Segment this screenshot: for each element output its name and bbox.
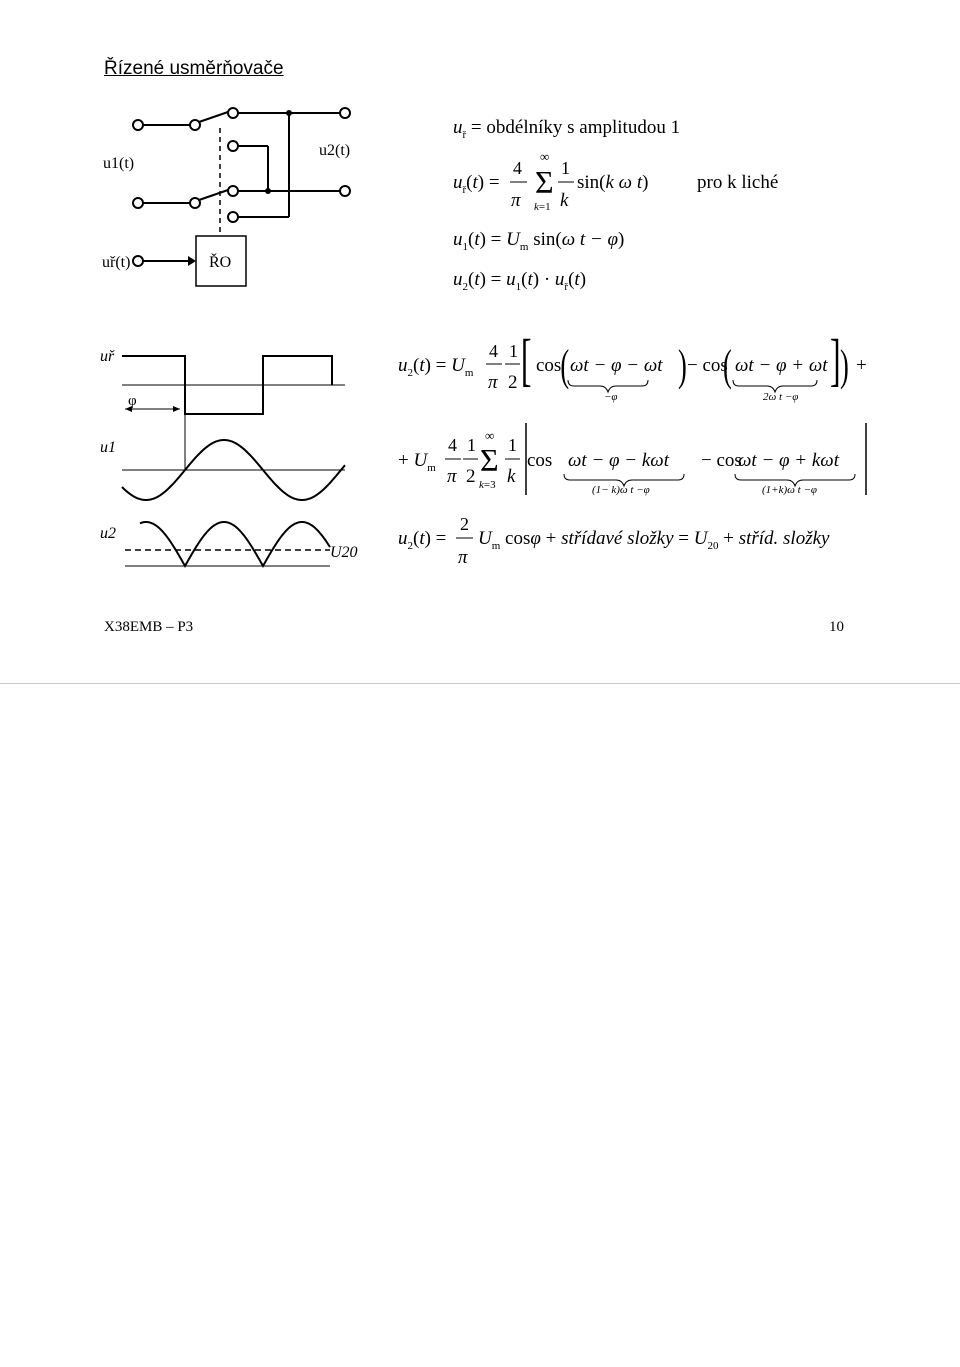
brace-label-2wt-phi: 2ω t −φ bbox=[763, 391, 799, 403]
svg-text:Um cosφ + střídavé složky = U2: $U_m$ cosφ + střídavé složky = $U_{20}$ + stříd. složky bbox=[478, 528, 830, 552]
footer-page-number: 10 bbox=[829, 619, 844, 635]
svg-text:u1(t) = Um sin(ω t − φ): $u_1(t) = U_m$ sin(ω t − φ) bbox=[453, 229, 625, 253]
svg-text:4: 4 bbox=[448, 435, 457, 455]
svg-text:π: π bbox=[458, 547, 468, 568]
svg-text:ωt − φ − ωt: ωt − φ − ωt bbox=[570, 355, 663, 376]
svg-text:+: + bbox=[856, 355, 867, 376]
svg-text:k=1: k=1 bbox=[534, 201, 551, 213]
svg-text:∞: ∞ bbox=[485, 428, 495, 443]
svg-text:π: π bbox=[511, 190, 521, 211]
brace-label-1-plus-k: (1+k)ω t −φ bbox=[762, 484, 817, 496]
svg-text:π: π bbox=[447, 466, 457, 487]
svg-text:ωt − φ + kωt: ωt − φ + kωt bbox=[738, 450, 839, 471]
svg-text:− cos: − cos bbox=[687, 355, 728, 376]
svg-text:2: 2 bbox=[460, 514, 469, 534]
svg-text:ωt − φ − kωt: ωt − φ − kωt bbox=[568, 450, 669, 471]
terminal-u1-top bbox=[133, 120, 143, 130]
svg-text:1: 1 bbox=[467, 435, 476, 455]
uc-axis-label: uř bbox=[100, 348, 115, 365]
page-title: Řízené usměrňovače bbox=[104, 58, 284, 79]
eq-uc-definition bbox=[453, 117, 680, 141]
svg-text:cos: cos bbox=[536, 355, 562, 376]
u1-axis-label: u1 bbox=[100, 439, 116, 456]
svg-text:k: k bbox=[560, 190, 569, 211]
node-dot bbox=[265, 188, 271, 194]
brace-label-1-minus-k: (1− k)ω t −φ bbox=[592, 484, 650, 496]
waveform-u1 bbox=[122, 440, 345, 500]
svg-text:4: 4 bbox=[513, 158, 522, 178]
svg-text:k: k bbox=[507, 466, 516, 487]
slide-graphics bbox=[0, 0, 960, 680]
terminal-u1-bottom bbox=[133, 198, 143, 208]
switch-circuit bbox=[133, 108, 350, 286]
svg-text:∞: ∞ bbox=[540, 149, 550, 164]
eq-u2-result bbox=[398, 514, 830, 568]
eq-u2-product bbox=[453, 269, 586, 293]
svg-text:[: [ bbox=[520, 328, 532, 393]
svg-text:): ) bbox=[840, 341, 849, 390]
eq-u1 bbox=[453, 229, 624, 253]
u2-axis-label: u2 bbox=[100, 525, 116, 542]
svg-text:π: π bbox=[488, 372, 498, 393]
blank-page-area bbox=[0, 684, 960, 1367]
svg-text:): ) bbox=[678, 341, 687, 390]
svg-text:cos: cos bbox=[527, 450, 553, 471]
svg-text:2: 2 bbox=[508, 372, 518, 393]
svg-text:2: 2 bbox=[466, 466, 476, 487]
svg-text:Σ: Σ bbox=[480, 442, 499, 478]
waveform-u2 bbox=[125, 522, 330, 566]
node-dot bbox=[286, 110, 292, 116]
svg-text:uř = obdélníky s amplitudou 1: $u_ř$ = obdélníky s amplitudou 1 bbox=[453, 117, 681, 141]
controller-label: ŘO bbox=[209, 254, 232, 271]
svg-text:]: ] bbox=[829, 328, 841, 393]
footer-course: X38EMB – P3 bbox=[104, 619, 194, 635]
terminal-u2-bottom bbox=[340, 186, 350, 196]
svg-text:u2(t) = u1(t) · uř(t): $u_2(t) = u_1(t) \cdot u_ř(t)$ bbox=[453, 269, 587, 293]
svg-text:− cos: − cos bbox=[701, 450, 742, 471]
svg-text:ωt − φ + ωt: ωt − φ + ωt bbox=[735, 355, 828, 376]
eq-u2-expanded-1 bbox=[398, 328, 867, 393]
eq-condition: pro k liché bbox=[697, 172, 779, 193]
svg-text:1: 1 bbox=[561, 158, 570, 178]
uc-label: uř(t) bbox=[102, 254, 131, 271]
phi-label: φ bbox=[128, 393, 137, 409]
svg-text:(: ( bbox=[723, 341, 732, 390]
svg-text:sin(k ω t): sin(k ω t) bbox=[577, 172, 649, 193]
terminal-u2-top bbox=[340, 108, 350, 118]
slide bbox=[0, 0, 960, 680]
svg-text:u2(t) = Um: $u_2(t) = U_m$ bbox=[398, 355, 474, 379]
svg-text:u2(t) =: $u_2(t)$ = bbox=[398, 528, 447, 552]
eq-uc-series bbox=[453, 149, 648, 213]
brace-label-minus-phi: −φ bbox=[604, 391, 618, 403]
svg-text:Σ: Σ bbox=[535, 164, 554, 200]
u2-label: u2(t) bbox=[319, 142, 351, 159]
svg-text:uř(t) =: $u_ř(t)$ = bbox=[453, 172, 500, 196]
u20-label: U20 bbox=[330, 544, 358, 561]
svg-text:4: 4 bbox=[489, 341, 498, 361]
svg-text:1: 1 bbox=[508, 435, 517, 455]
svg-text:k=3: k=3 bbox=[479, 479, 496, 491]
waveform-uc bbox=[122, 356, 345, 470]
svg-text:1: 1 bbox=[509, 341, 518, 361]
svg-text:+ Um: + $U_m$ bbox=[398, 450, 436, 474]
svg-text:(: ( bbox=[560, 341, 570, 390]
u1-label: u1(t) bbox=[103, 155, 135, 172]
